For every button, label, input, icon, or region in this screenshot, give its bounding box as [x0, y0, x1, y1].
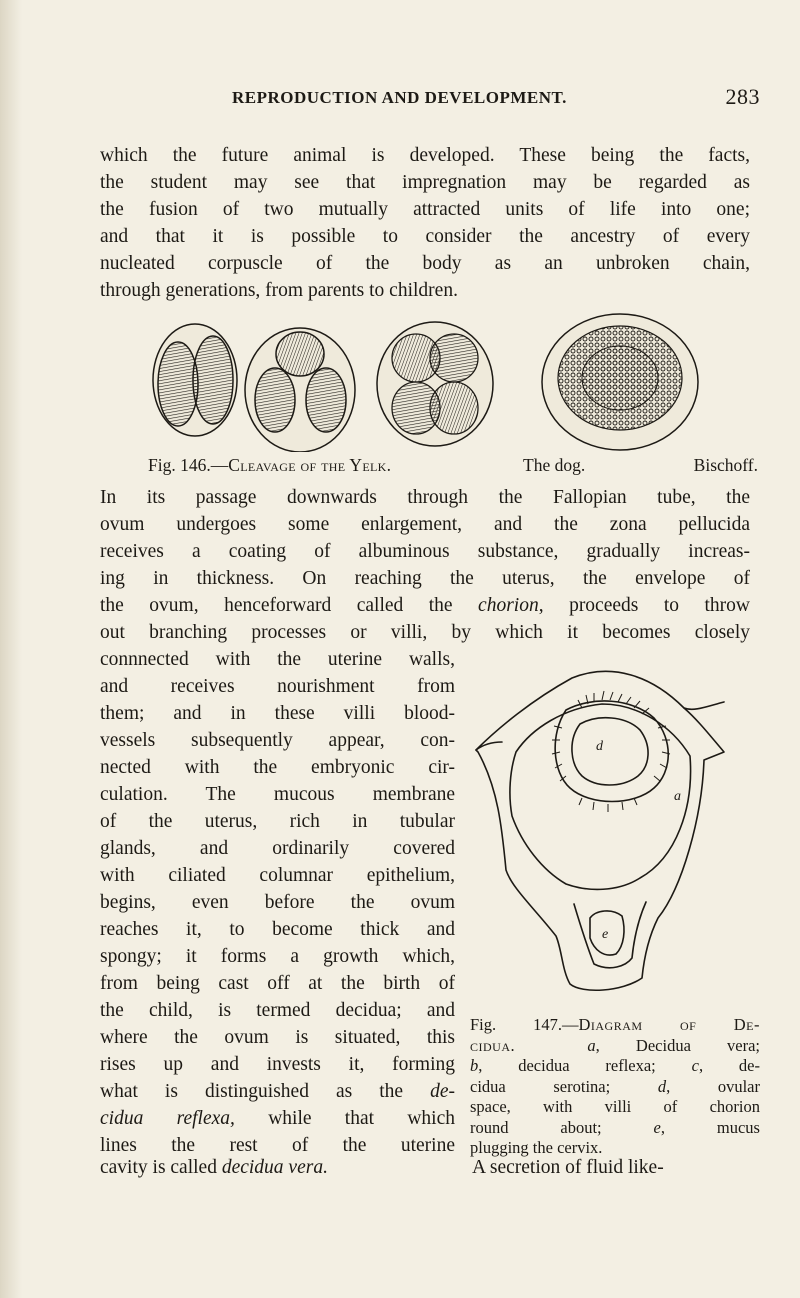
text-line: reaches it, to become thick and — [100, 919, 455, 940]
running-title: REPRODUCTION AND DEVELOPMENT. — [232, 88, 567, 107]
text-line-with-reflexa: cidua reflexa, while that which — [100, 1108, 455, 1129]
text-line: of the uterus, rich in tubular — [100, 811, 455, 832]
term-de: de- — [430, 1081, 455, 1102]
text-line: the student may see that impregnation may be regarded as — [100, 172, 750, 193]
final-line-left — [100, 1157, 328, 1179]
caption-line: plugging the cervix. — [470, 1138, 603, 1157]
caption-line: cidua serotina; d, ovular — [470, 1076, 760, 1096]
text-line: receives a coating of albuminous substance, gradually increas- — [100, 541, 750, 562]
caption-line: round about; e, mucus — [470, 1117, 760, 1137]
text-line: ovum undergoes some enlargement, and the zona pellucida — [100, 514, 750, 535]
cleavage-stage-1 — [153, 324, 237, 436]
text-line: glands, and ordinarily covered — [100, 838, 455, 859]
paragraph-2-narrow-column — [100, 646, 455, 1159]
final-line-right: A secretion of fluid like- — [472, 1157, 664, 1178]
text-line: which the future animal is developed. These being the facts, — [100, 145, 750, 166]
caption-line: Fig. 147.—Diagram of De- — [470, 1015, 760, 1034]
term-chorion: chorion — [478, 595, 539, 616]
cleavage-stage-2 — [245, 328, 355, 452]
text-line-with-chorion: the ovum, henceforward called the chorion, proceeds to throw — [100, 595, 750, 616]
text-line: out branching processes or villi, by which it becomes closely — [100, 622, 750, 643]
figure-147-decidua-diagram — [462, 648, 752, 1004]
text-line: culation. The mucous membrane — [100, 784, 455, 805]
chorion-villi — [552, 691, 670, 812]
text-line: the fusion of two mutually attracted units of life into one; — [100, 199, 750, 220]
figure-146-subject: The dog. — [523, 455, 586, 475]
figure-147-label-e: e — [602, 927, 609, 942]
text-line: nucleated corpuscle of the body as an unbroken chain, — [100, 253, 750, 274]
caption-line: b, decidua reflexa; c, de- — [470, 1056, 760, 1075]
figure-146-caption — [148, 455, 758, 476]
figure-146-author: Bischoff. — [693, 455, 758, 475]
term-decidua-vera: decidua vera. — [221, 1157, 328, 1178]
text-line: through generations, from parents to children. — [100, 280, 458, 301]
cleavage-stage-3 — [377, 322, 493, 446]
text-line: rises up and invests it, forming — [100, 1054, 455, 1075]
text-line: from being cast off at the birth of — [100, 973, 455, 994]
cleavage-stages-drawing — [150, 312, 760, 452]
text-line: where the ovum is situated, this — [100, 1027, 455, 1048]
paragraph-2 — [100, 484, 750, 646]
text-line: In its passage downwards through the Fallopian tube, the — [100, 487, 750, 508]
text-line: begins, even before the ovum — [100, 892, 455, 913]
text-line: lines the rest of the uterine — [100, 1135, 455, 1156]
page-number: 283 — [725, 84, 760, 109]
text-line: and receives nourishment from — [100, 676, 455, 697]
figure-147-label-a: a — [674, 789, 681, 804]
text-line: spongy; it forms a growth which, — [100, 946, 455, 967]
final-line-left-text: cavity is called — [100, 1157, 217, 1178]
text-line: connnected with the uterine walls, — [100, 649, 455, 670]
figure-146-number: Fig. 146.— — [148, 455, 229, 475]
text-line: the child, is termed decidua; and — [100, 1000, 455, 1021]
term-decidua-reflexa: cidua reflexa, — [100, 1108, 235, 1129]
decidua-diagram-drawing — [462, 648, 752, 1004]
cleavage-stage-4 — [542, 314, 698, 450]
text-line: and that it is possible to consider the ancestry of every — [100, 226, 750, 247]
caption-line: space, with villi of chorion — [470, 1097, 760, 1116]
text-line-with-decidua: what is distinguished as the de- — [100, 1081, 455, 1102]
figure-147-caption — [470, 1015, 760, 1159]
paragraph-1 — [100, 142, 750, 304]
text-line: ing in thickness. On reaching the uterus, the envelope of — [100, 568, 750, 589]
caption-line: cidua. a, Decidua vera; — [470, 1035, 761, 1055]
text-line: nected with the embryonic cir- — [100, 757, 455, 778]
figure-146-title: Cleavage of the Yelk. — [228, 455, 392, 475]
text-line: with ciliated columnar epithelium, — [100, 865, 455, 886]
figure-146-cleavage-illustration — [150, 312, 760, 452]
text-line: them; and in these villi blood- — [100, 703, 455, 724]
figure-147-label-d: d — [596, 739, 603, 754]
page-gutter-shadow — [0, 0, 22, 1298]
text-line: vessels subsequently appear, con- — [100, 730, 455, 751]
